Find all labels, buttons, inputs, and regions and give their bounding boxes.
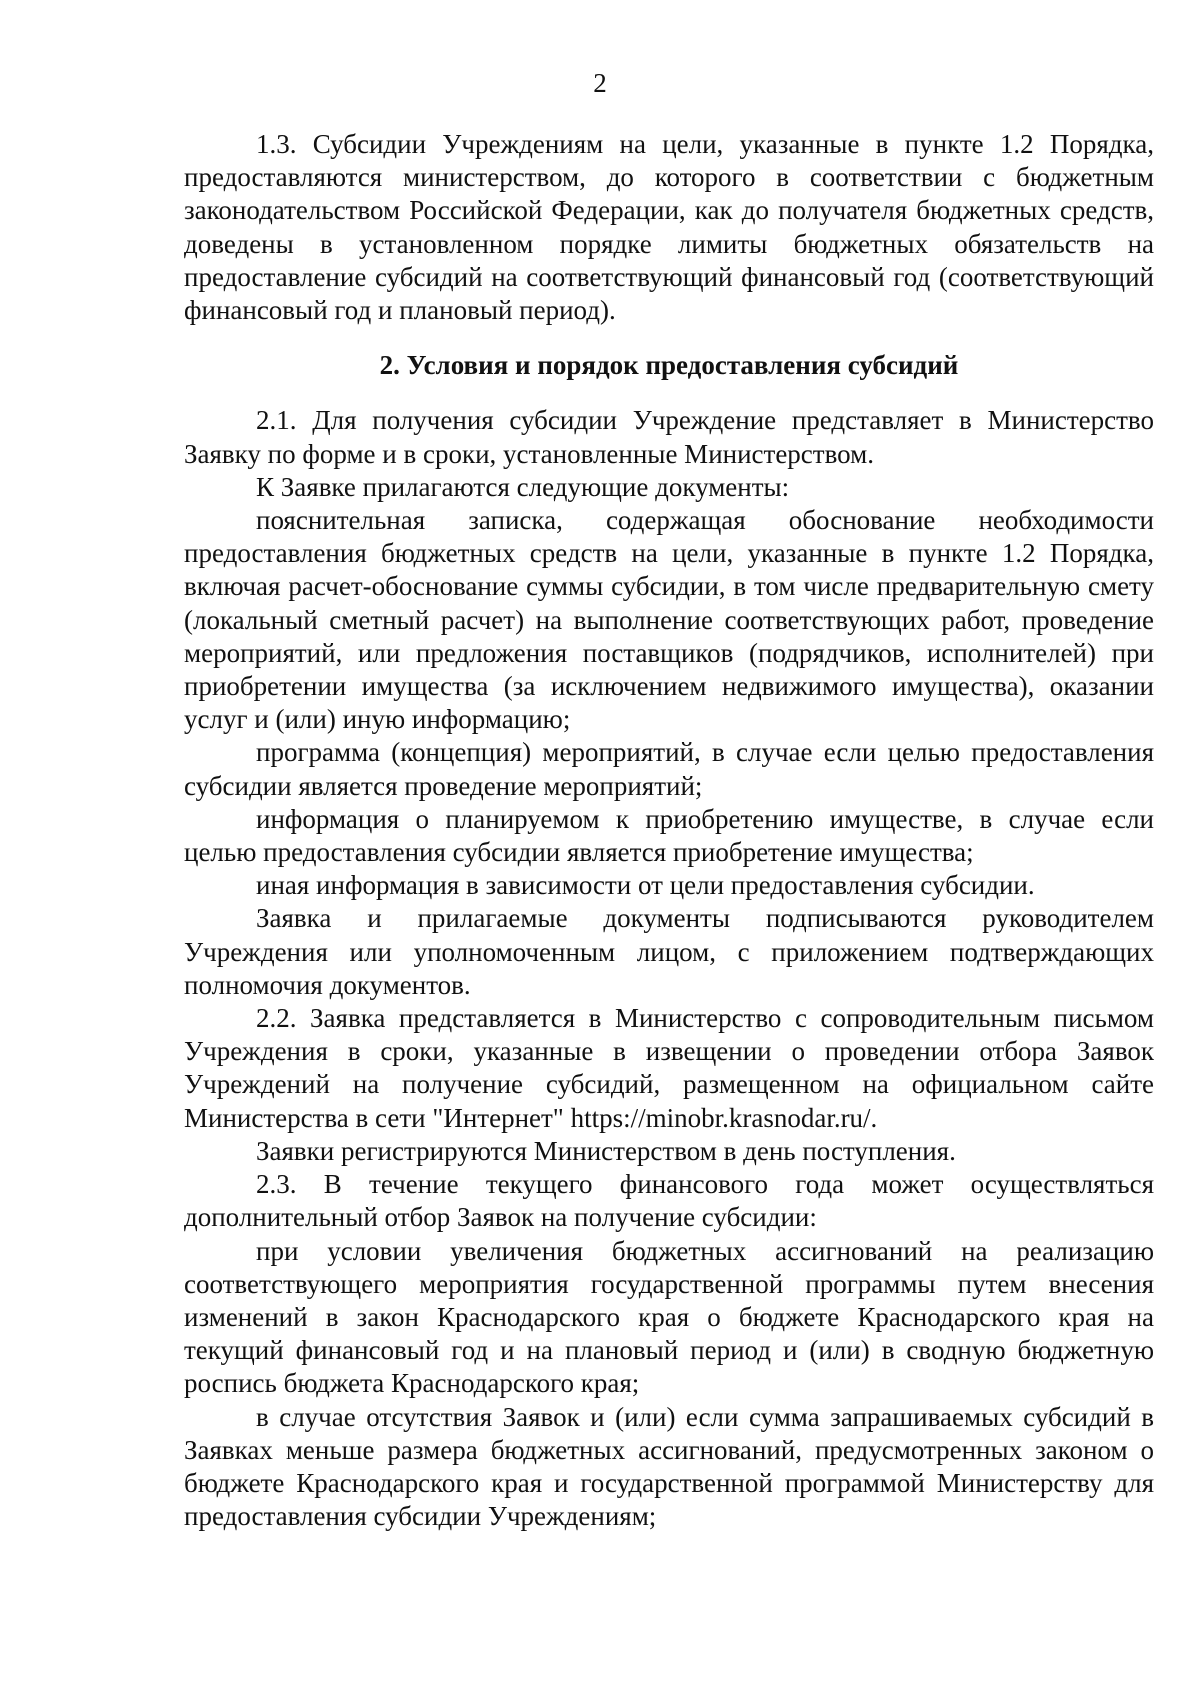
document-body [184,128,1154,1533]
paragraph-2-2: 2.2. Заявка представляется в Министерство с сопроводительным письмом Учреждения в сроки, указанные в извещении о проведении отбора Заявок Учреждений на получение субсидий, размещенном на официальном сайте Министерства в сети "Интернет" https://minobr.krasnodar.ru/. [184,1003,1154,1133]
page-number: 2 [593,68,607,98]
paragraph-registration: Заявки регистрируются Министерством в день поступления. [256,1135,956,1166]
paragraph-explanatory-note: пояснительная записка, содержащая обоснование необходимости предоставления бюджетных средств на цели, указанные в пункте 1.2 Порядка, включая расчет-обоснование суммы субсидии, в том числе предварительную смету (локальный сметный расчет) на выполнение соответствующих работ, проведение мероприятий, или предложения поставщиков (подрядчиков, исполнителей) при приобретении имущества (за исключением недвижимого имущества), оказании услуг и (или) иную информацию; [184,505,1154,735]
paragraph-2-3: 2.3. В течение текущего финансового года может осуществляться дополнительный отбор Заявок на получение субсидии: [184,1169,1154,1233]
paragraph-condition-absence: в случае отсутствия Заявок и (или) если сумма запрашиваемых субсидий в Заявках меньше размера бюджетных ассигнований, предусмотренных законом о бюджете Краснодарского края и государственной программой Министерству для предоставления субсидии Учреждениям; [184,1401,1154,1532]
paragraph-program: программа (концепция) мероприятий, в случае если целью предоставления субсидии является проведение мероприятий; [184,737,1154,801]
paragraph-condition-increase: при условии увеличения бюджетных ассигнований на реализацию соответствующего мероприятия государственной программы путем внесения изменений в закон Краснодарского края о бюджете Краснодарского края на текущий финансовый год и на плановый период и (или) в сводную бюджетную роспись бюджета Краснодарского края; [184,1235,1154,1399]
paragraph-1-3: 1.3. Субсидии Учреждениям на цели, указанные в пункте 1.2 Порядка, предоставляются министерством, до которого в соответствии с бюджетным законодательством Российской Федерации, как до получателя бюджетных средств, доведены в установленном порядке лимиты бюджетных обязательств на предоставление субсидий на соответствующий финансовый год (соответствующий финансовый год и плановый период). [184,129,1154,326]
paragraph-signature: Заявка и прилагаемые документы подписываются руководителем Учреждения или уполномоченным лицом, с приложением подтверждающих полномочия документов. [184,903,1154,1000]
paragraph-attachments-intro: К Заявке прилагаются следующие документы: [256,471,790,502]
section-heading: 2. Условия и порядок предоставления субсидий [379,350,959,381]
paragraph-2-1: 2.1. Для получения субсидии Учреждение представляет в Министерство Заявку по форме и в сроки, установленные Министерством. [184,405,1154,469]
paragraph-property-info: информация о планируемом к приобретению имуществе, в случае если целью предоставления субсидии является приобретение имущества; [184,803,1154,868]
paragraph-other-info: иная информация в зависимости от цели предоставления субсидии. [256,870,1035,901]
